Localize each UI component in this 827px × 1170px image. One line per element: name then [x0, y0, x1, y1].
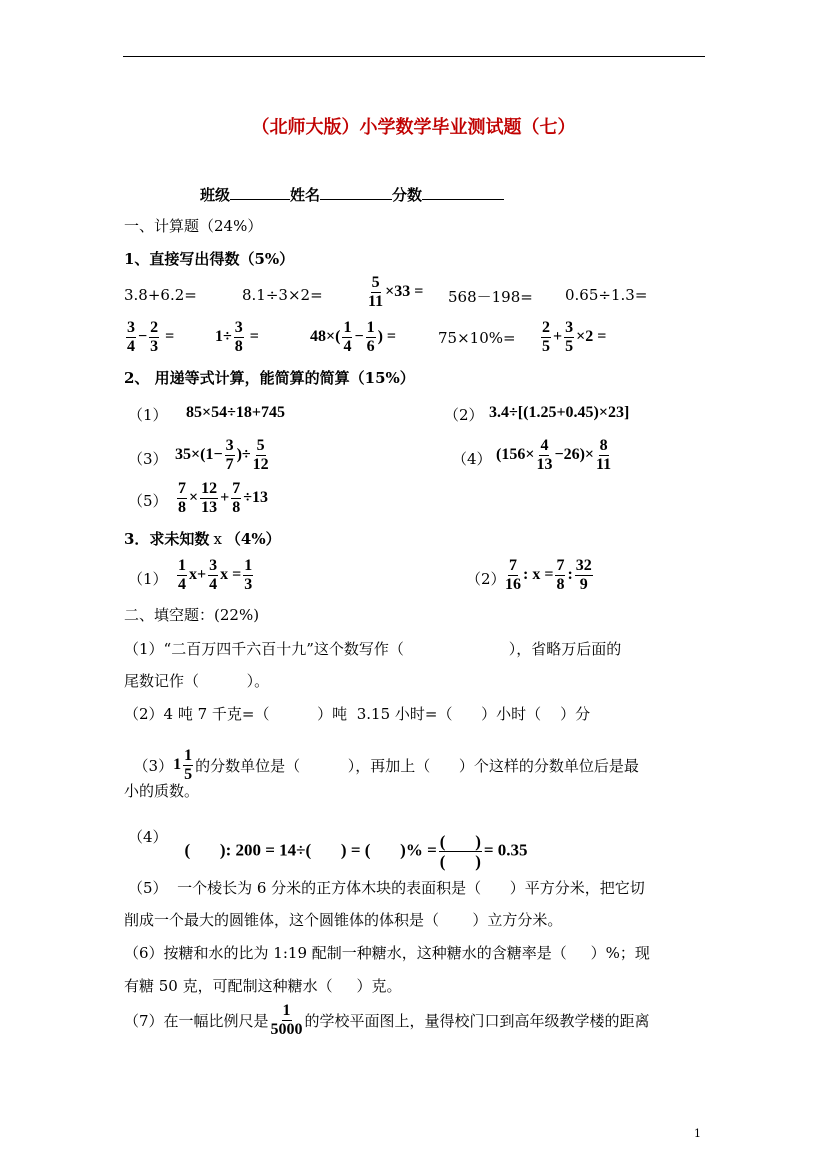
page-title: （北师大版）小学数学毕业测试题（七）	[251, 117, 576, 138]
score-label: 分数	[392, 186, 423, 204]
q1-item-6: $\frac{3}{4}$ − $\frac{2}{3}$ =	[127, 319, 175, 355]
fill-5-line-2: 削成一个最大的圆锥体，这个圆锥体的体积是（ ）立方分米。	[124, 911, 563, 929]
section-1-heading: 一、计算题（24%）	[124, 217, 263, 235]
q3-expr-2: $\frac{7}{16}$ : x = $\frac{7}{8}$ : $\frac{32}{9}$	[505, 557, 592, 593]
q1-item-10: $\frac{2}{5}$ + $\frac{3}{5}$ ×2 =	[542, 319, 607, 355]
q1-item-3: $\frac{5}{11}$ ×33 =	[368, 274, 424, 310]
section-2-heading: 二、填空题：(22%)	[124, 606, 260, 624]
q2-label-1: （1）	[128, 406, 168, 424]
fill-1-line-1: （1）“二百万四千六百十九”这个数写作（ ），省略万后面的	[124, 640, 622, 658]
q1-item-2: 8.1÷3×2=	[242, 286, 323, 304]
fill-6-line-2: 有糖 50 克，可配制这种糖水（ ）克。	[124, 977, 402, 995]
student-info	[200, 184, 504, 205]
q1-item-5: 0.65÷1.3=	[565, 286, 648, 304]
mixed-number: 1 $\frac{1}{5}$	[173, 747, 193, 783]
q1-item-9: 75×10%=	[438, 329, 516, 347]
class-blank[interactable]	[230, 185, 290, 200]
fill-4-label: （4）	[128, 828, 168, 846]
q2-label-5: （5）	[128, 492, 168, 510]
q2-label-3: （3）	[128, 450, 168, 468]
q2-expr-5: $\frac{7}{8}$ × $\frac{12}{13}$ + $\frac{7}{8}$ ÷13	[178, 480, 269, 516]
q3-heading: 3．求未知数 x （4%）	[124, 530, 281, 548]
header-rule	[123, 56, 705, 57]
q3-label-2: （2）	[466, 570, 506, 588]
fill-6-line-1: （6）按糖和水的比为 1:19 配制一种糖水，这种糖水的含糖率是（ ）%；现	[124, 944, 650, 962]
class-label: 班级	[200, 186, 231, 204]
q2-label-2: （2）	[444, 406, 484, 424]
q1-item-7: 1÷ $\frac{3}{8}$ =	[215, 319, 259, 355]
q2-expr-1: 85×54÷18+745	[186, 404, 286, 421]
q3-label-1: （1）	[128, 570, 168, 588]
score-blank[interactable]	[422, 185, 504, 200]
fill-3-line-2: 小的质数。	[124, 782, 200, 800]
q2-expr-4: (156× $\frac{4}{13}$ −26)× $\frac{8}{11}$	[496, 437, 612, 473]
q1-heading: 1、直接写出得数（5%）	[124, 250, 295, 268]
fill-5-line-1: （5） 一个棱长为 6 分米的正方体木块的表面积是（ ）平方分米，把它切	[128, 879, 645, 897]
name-blank[interactable]	[320, 185, 392, 200]
q2-expr-3: 35×(1− $\frac{3}{7}$ )÷ $\frac{5}{12}$	[175, 437, 269, 473]
fill-3-line-1: （3）1 $\frac{1}{5}$ 的分数单位是（ ），再加上（ ）个这样的分数单位后是最	[133, 747, 639, 783]
q3-expr-1: $\frac{1}{4}$ x+ $\frac{3}{4}$ x = $\frac{1}{3}$	[178, 557, 253, 593]
fill-2-line: （2）4 吨 7 千克=（ ）吨 3.15 小时=（ ）小时（ ）分	[124, 705, 591, 723]
q1-item-1: 3.8+6.2=	[124, 286, 197, 304]
q2-expr-2: 3.4÷[(1.25+0.45)×23]	[489, 404, 630, 421]
q2-label-4: （4）	[452, 450, 492, 468]
name-label: 姓名	[290, 186, 321, 204]
q1-item-8: 48×( $\frac{1}{4}$ − $\frac{1}{6}$ ) =	[310, 319, 397, 355]
page-number: 1	[694, 1127, 701, 1140]
fill-1-line-2: 尾数记作（ ）。	[124, 672, 270, 690]
fill-7-line-1: （7）在一幅比例尺是 $\frac{1}{5000}$ 的学校平面图上，量得校门口到高年级教学楼的距离	[124, 1002, 650, 1038]
q1-item-4: 568－198=	[448, 288, 533, 306]
q2-heading: 2、 用递等式计算，能简算的简算（15%）	[124, 369, 415, 387]
fill-4-expr: ( ): 200 = 14÷( ) = ( )% = $\frac{( )}{( )}$ = 0.35	[184, 832, 528, 871]
